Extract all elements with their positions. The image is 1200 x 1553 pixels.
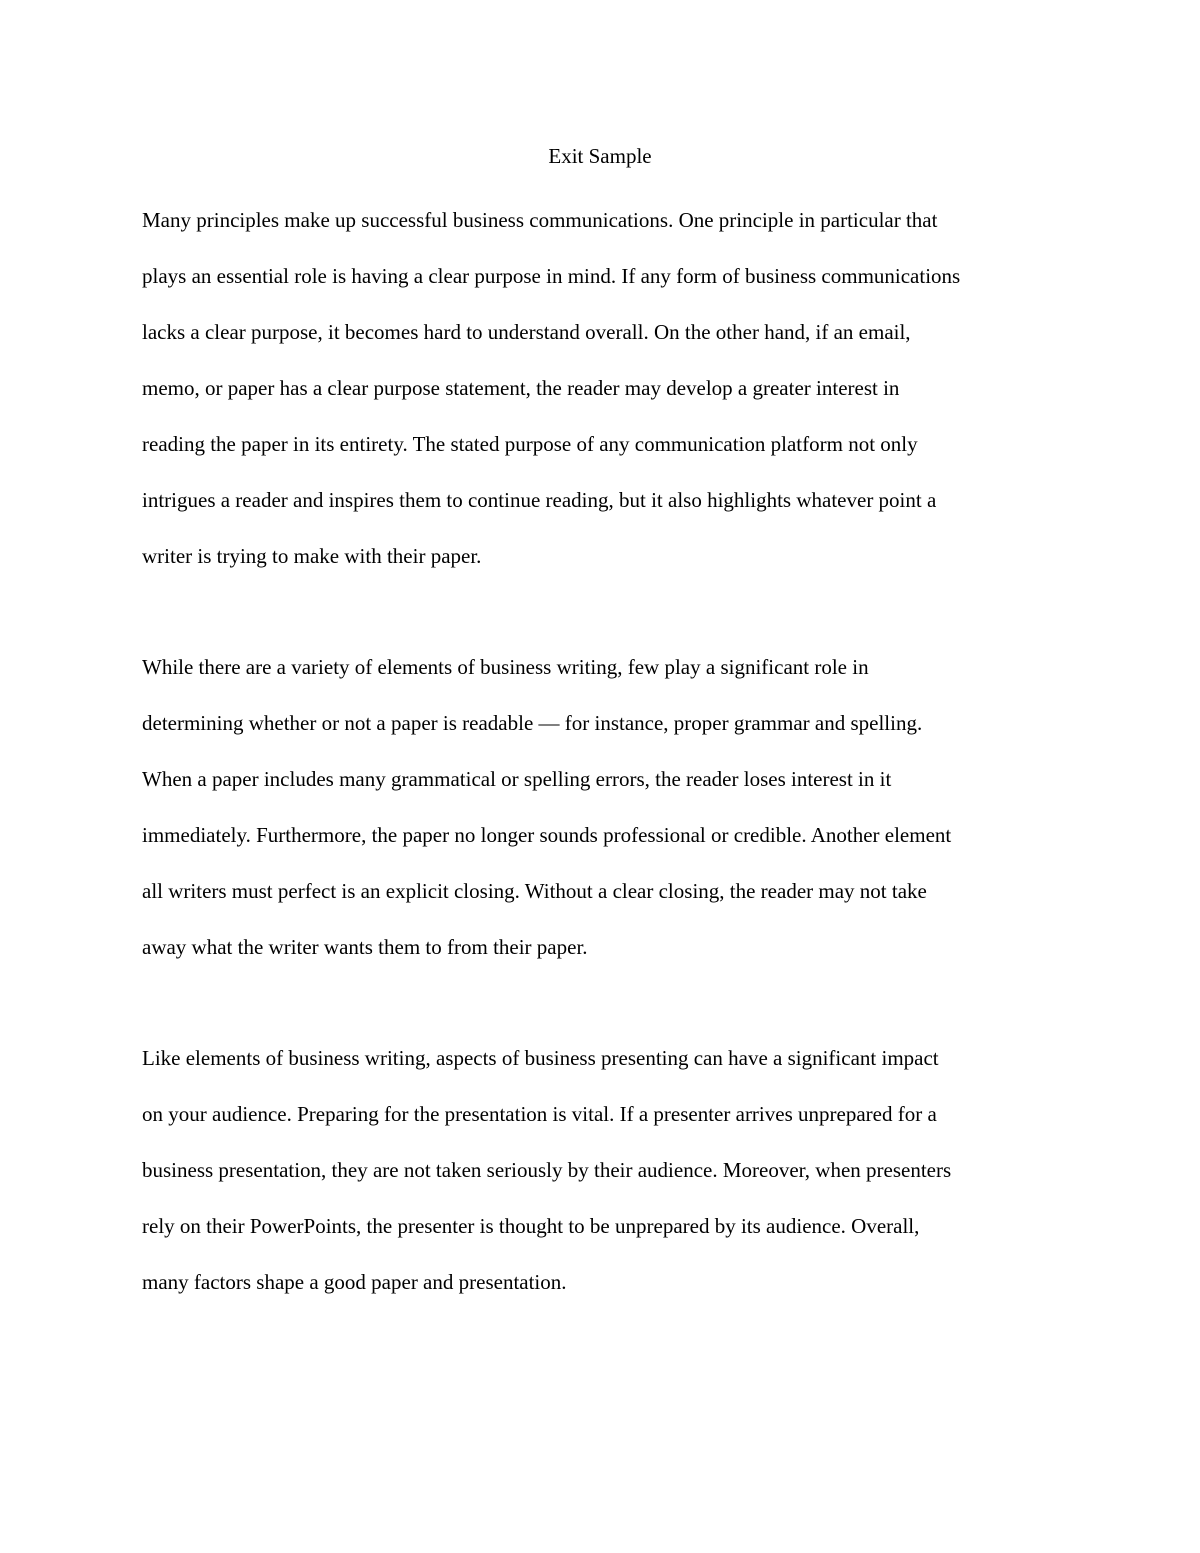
paragraph-line: on your audience. Preparing for the presentation is vital. If a presenter arrives unprepared for a [142, 1102, 937, 1126]
document-title: Exit Sample [548, 144, 652, 168]
paragraph-line: While there are a variety of elements of business writing, few play a significant role in [142, 655, 869, 679]
paragraph-line: intrigues a reader and inspires them to continue reading, but it also highlights whatever point a [142, 488, 937, 512]
paragraph-3 [142, 1044, 1082, 1324]
paragraph-line: memo, or paper has a clear purpose statement, the reader may develop a greater interest in [142, 376, 900, 400]
paragraph-line: reading the paper in its entirety. The stated purpose of any communication platform not only [142, 432, 918, 456]
paragraph-line: writer is trying to make with their paper. [142, 544, 482, 568]
paragraph-line: business presentation, they are not taken seriously by their audience. Moreover, when presenters [142, 1158, 952, 1182]
paragraph-line: plays an essential role is having a clear purpose in mind. If any form of business communications [142, 264, 961, 288]
paragraph-1 [142, 206, 1082, 598]
paragraph-line: all writers must perfect is an explicit closing. Without a clear closing, the reader may not take [142, 879, 927, 903]
paragraph-line: many factors shape a good paper and presentation. [142, 1270, 567, 1294]
paragraph-line: away what the writer wants them to from their paper. [142, 935, 588, 959]
paragraph-2 [142, 653, 1082, 989]
paragraph-line: Many principles make up successful business communications. One principle in particular that [142, 208, 938, 232]
paragraph-line: determining whether or not a paper is readable — for instance, proper grammar and spelling. [142, 711, 923, 735]
paragraph-line: immediately. Furthermore, the paper no longer sounds professional or credible. Another element [142, 823, 952, 847]
paragraph-line: rely on their PowerPoints, the presenter is thought to be unprepared by its audience. Overall, [142, 1214, 920, 1238]
paragraph-line: When a paper includes many grammatical or spelling errors, the reader loses interest in it [142, 767, 892, 791]
paragraph-line: Like elements of business writing, aspects of business presenting can have a significant impact [142, 1046, 939, 1070]
paragraph-line: lacks a clear purpose, it becomes hard to understand overall. On the other hand, if an email, [142, 320, 911, 344]
